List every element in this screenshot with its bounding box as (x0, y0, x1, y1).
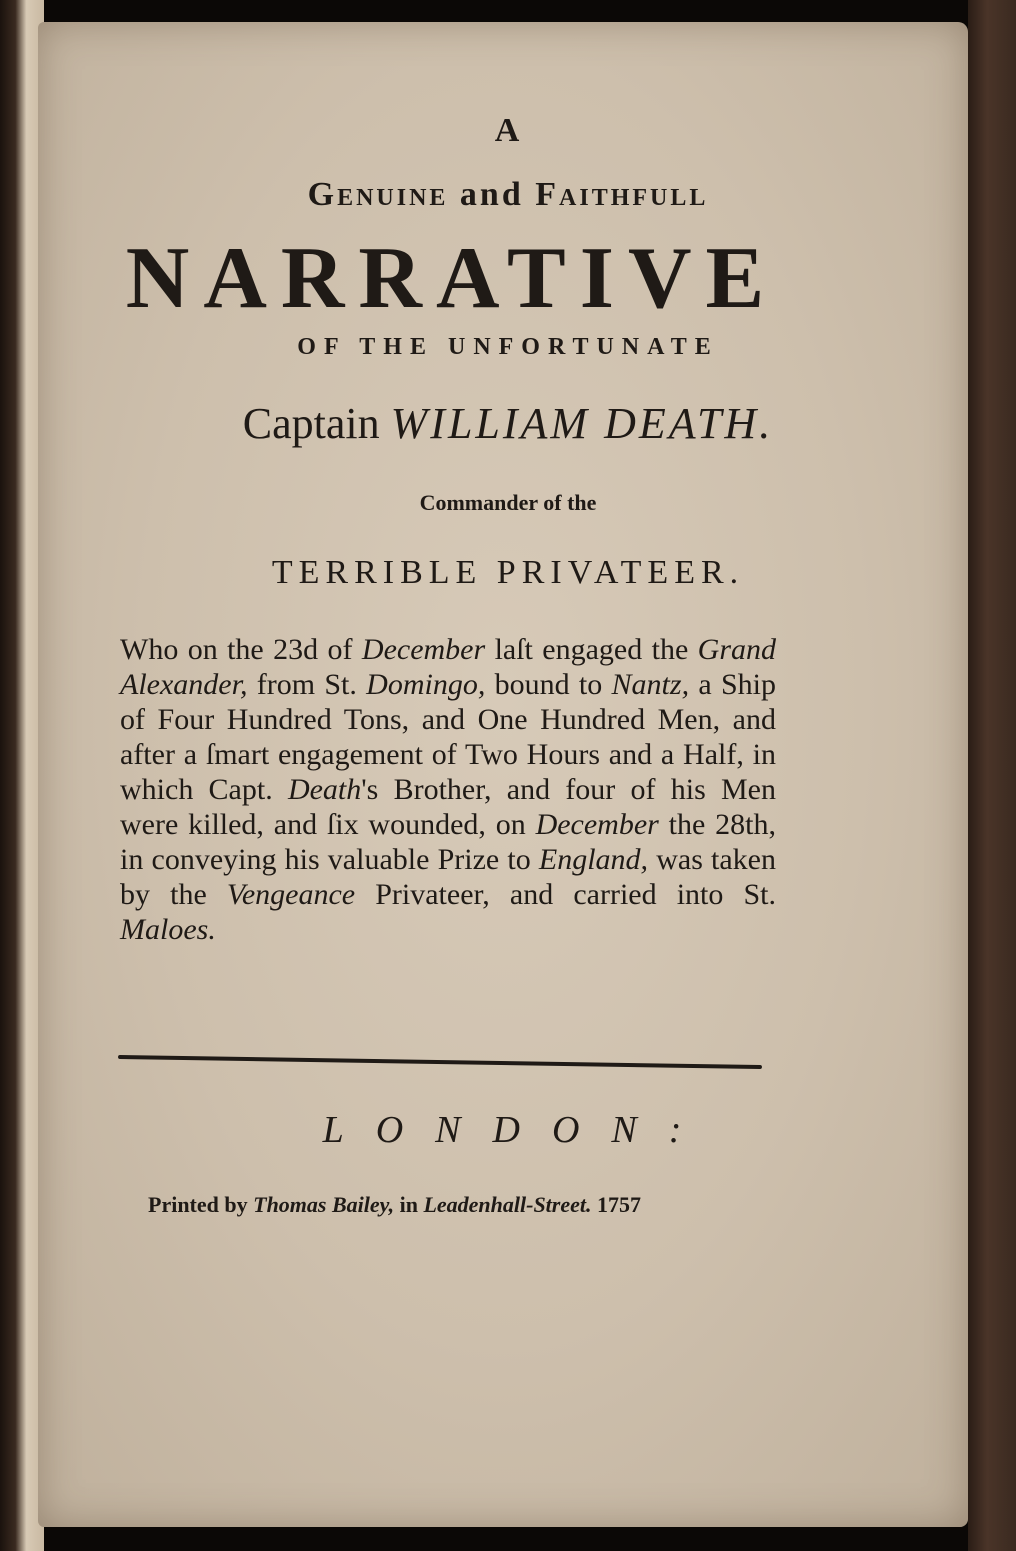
main-title-narrative: NARRATIVE (125, 230, 779, 327)
captain-name: WILLIAM DEATH. (390, 399, 774, 448)
captain-word: Captain (242, 399, 380, 448)
of-the-unfortunate: OF THE UNFORTUNATE (297, 334, 719, 360)
subtitle-genuine-faithfull: Genuine and Faithfull (307, 176, 709, 213)
narrative-summary: Who on the 23d of December laſt engaged the Grand Alexander, from St. Domingo, bound to Nantz, a Ship of Four Hundred Tons, and One Hundred Men, and after a ſmart engagement of Two Hours and a Half, in which Capt. Death's Brother, and four of his Men were killed, and ſix wounded, on December the 28th, in conveying his valuable Prize to England, was taken by the Vengeance Privateer, and carried into St. Maloes. (120, 633, 776, 946)
commander-of-the: Commander of the (419, 490, 597, 515)
book-binding-right (968, 0, 1016, 1551)
captain-line (0, 398, 1016, 449)
imprint-line: Printed by Thomas Bailey, in Leadenhall-Street. 1757 (148, 1192, 641, 1217)
article-a: A (494, 112, 522, 149)
ship-name: TERRIBLE PRIVATEER. (271, 554, 745, 591)
imprint-city: LONDON: (322, 1109, 714, 1151)
